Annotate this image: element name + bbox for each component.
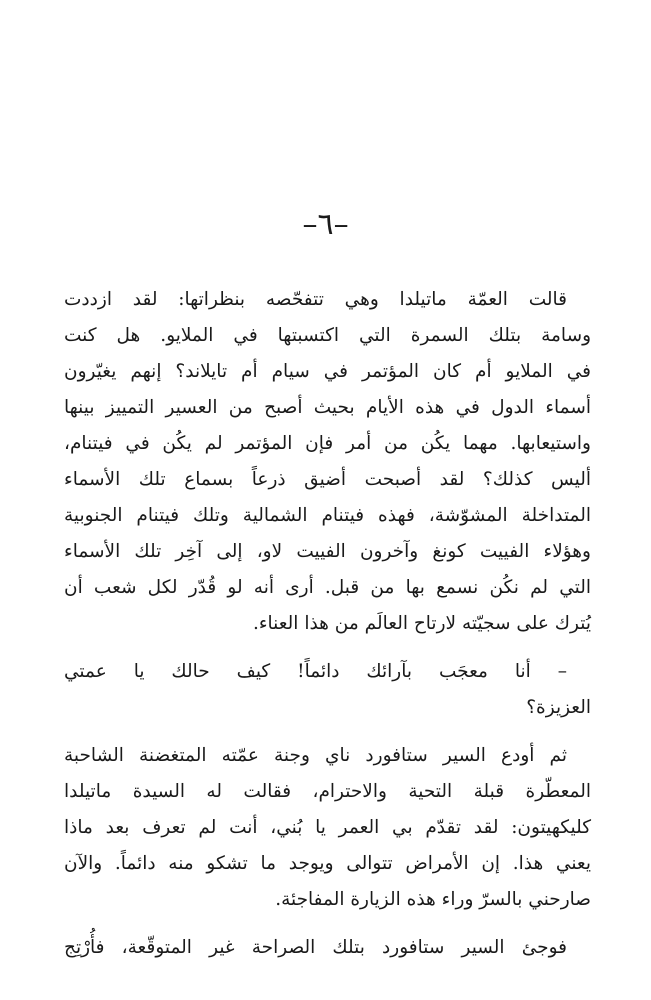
text-line: – أنا معجَب بآرائك دائماً! كيف حالك يا عمتي [64, 661, 567, 682]
text-line: واستيعابها. مهما يكُن من أمر فإن المؤتمر لم يكُن في فيتنام، [64, 433, 591, 454]
text-line: فوجئ السير ستافورد بتلك الصراحة غير المتوقّعة، فأُرْتِج [64, 937, 567, 958]
text-line: ثم أودع السير ستافورد ناي وجنة عمّته المتغضنة الشاحبة [64, 745, 567, 766]
text-line: أسماء الدول في هذه الأيام بحيث أصبح من العسير التمييز بينها [64, 397, 591, 418]
text-line: التي لم نكُن نسمع بها من قبل. أرى أنه لو قُدّر لكل شعب أن [64, 577, 591, 598]
paragraph [64, 930, 591, 966]
text-line: قالت العمّة ماتيلدا وهي تتفحّصه بنظراتها: لقد ازددت [64, 289, 567, 310]
text-line: المتداخلة المشوّشة، فهذه فيتنام الشمالية وتلك فيتنام الجنوبية [64, 505, 591, 526]
paragraph [64, 738, 591, 918]
text-line: صارحني بالسرّ وراء هذه الزيارة المفاجئة. [275, 889, 591, 910]
text-line: يُترك على سجيّته لارتاح العالَم من هذا العناء. [252, 613, 591, 634]
text-line: في الملايو أم كان المؤتمر في سيام أم تايلاند؟ إنهم يغيّرون [64, 361, 591, 382]
text-line: كليكهيتون: لقد تقدّم بي العمر يا بُني، أنت لم تعرف بعد ماذا [64, 817, 591, 838]
text-line: أليس كذلك؟ لقد أصبحت أضيق ذرعاً بسماع تلك الأسماء [64, 469, 591, 490]
text-line: وسامة بتلك السمرة التي اكتسبتها في الملايو. هل كنت [64, 325, 591, 346]
text-line: وهؤلاء الفييت كونغ وآخرون الفييت لاو، إلى آخِر تلك الأسماء [64, 541, 591, 562]
text-line: المعطّرة قبلة التحية والاحترام، فقالت له السيدة ماتيلدا [64, 781, 591, 802]
text-line: يعني هذا. إن الأمراض تتوالى ويوجد ما تشكو منه دائماً. والآن [64, 853, 591, 874]
page-body [64, 282, 591, 966]
paragraph [64, 282, 591, 642]
paragraph [64, 654, 591, 726]
chapter-number: –٦– [302, 207, 349, 242]
text-line: العزيزة؟ [526, 697, 591, 718]
